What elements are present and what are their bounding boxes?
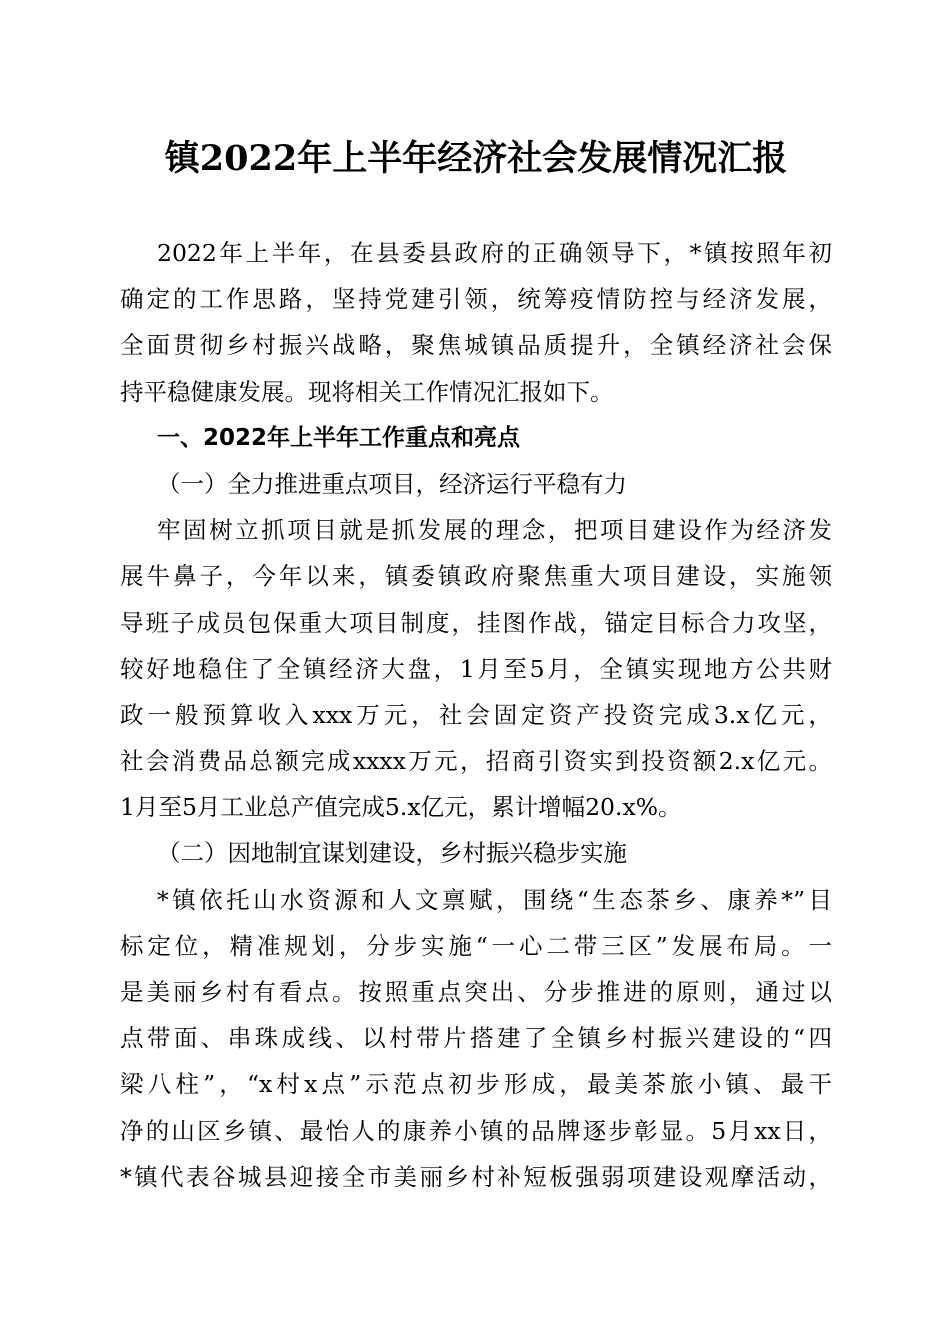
paragraph-line: 标定位，精准规划，分步实施“一心二带三区”发展布局。一 xyxy=(120,931,832,960)
subsection-heading: （二）因地制宜谋划建设，乡村振兴稳步实施 xyxy=(157,839,627,868)
intro-line: 持平稳健康发展。现将相关工作情况汇报如下。 xyxy=(120,377,614,406)
paragraph-line: 是美丽乡村有看点。按照重点突出、分步推进的原则，通过以 xyxy=(120,978,832,1006)
paragraph-line: 1月至5月工业总产值完成5.x亿元，累计增幅20.x%。 xyxy=(120,793,682,822)
document-body xyxy=(120,230,832,1200)
intro-line: 全面贯彻乡村振兴战略，聚焦城镇品质提升，全镇经济社会保 xyxy=(120,331,832,360)
paragraph-line: 净的山区乡镇、最怡人的康养小镇的品牌逐步彰显。5月xx日， xyxy=(120,1116,832,1145)
intro-line: 2022年上半年，在县委县政府的正确领导下，*镇按照年初 xyxy=(157,239,832,267)
paragraph-line: 牢固树立抓项目就是抓发展的理念，把项目建设作为经济发 xyxy=(157,516,832,545)
paragraph-line: 展牛鼻子，今年以来，镇委镇政府聚焦重大项目建设，实施领 xyxy=(120,562,832,591)
paragraph-line: *镇依托山水资源和人文禀赋，围绕“生态茶乡、康养*”目 xyxy=(157,885,832,914)
paragraph-line: 梁八柱”，“x村x点”示范点初步形成，最美茶旅小镇、最干 xyxy=(120,1070,832,1099)
section-heading: 一、2022年上半年工作重点和亮点 xyxy=(157,424,521,451)
paragraph-line: 较好地稳住了全镇经济大盘，1月至5月，全镇实现地方公共财 xyxy=(120,654,832,683)
paragraph-line: 社会消费品总额完成xxxx万元，招商引资实到投资额2.x亿元。 xyxy=(120,747,832,776)
paragraph-line: 政一般预算收入xxx万元，社会固定资产投资完成3.x亿元， xyxy=(120,700,832,729)
subsection-heading: （一）全力推进重点项目，经济运行平稳有力 xyxy=(157,469,627,498)
paragraph-line: 点带面、串珠成线、以村带片搭建了全镇乡村振兴建设的“四 xyxy=(120,1024,832,1053)
intro-line: 确定的工作思路，坚持党建引领，统筹疫情防控与经济发展， xyxy=(120,285,832,314)
paragraph-line: *镇代表谷城县迎接全市美丽乡村补短板强弱项建设观摩活动， xyxy=(120,1162,832,1191)
document-title: 镇2022年上半年经济社会发展情况汇报 xyxy=(164,138,788,179)
paragraph-line: 导班子成员包保重大项目制度，挂图作战，锚定目标合力攻坚， xyxy=(120,608,832,637)
